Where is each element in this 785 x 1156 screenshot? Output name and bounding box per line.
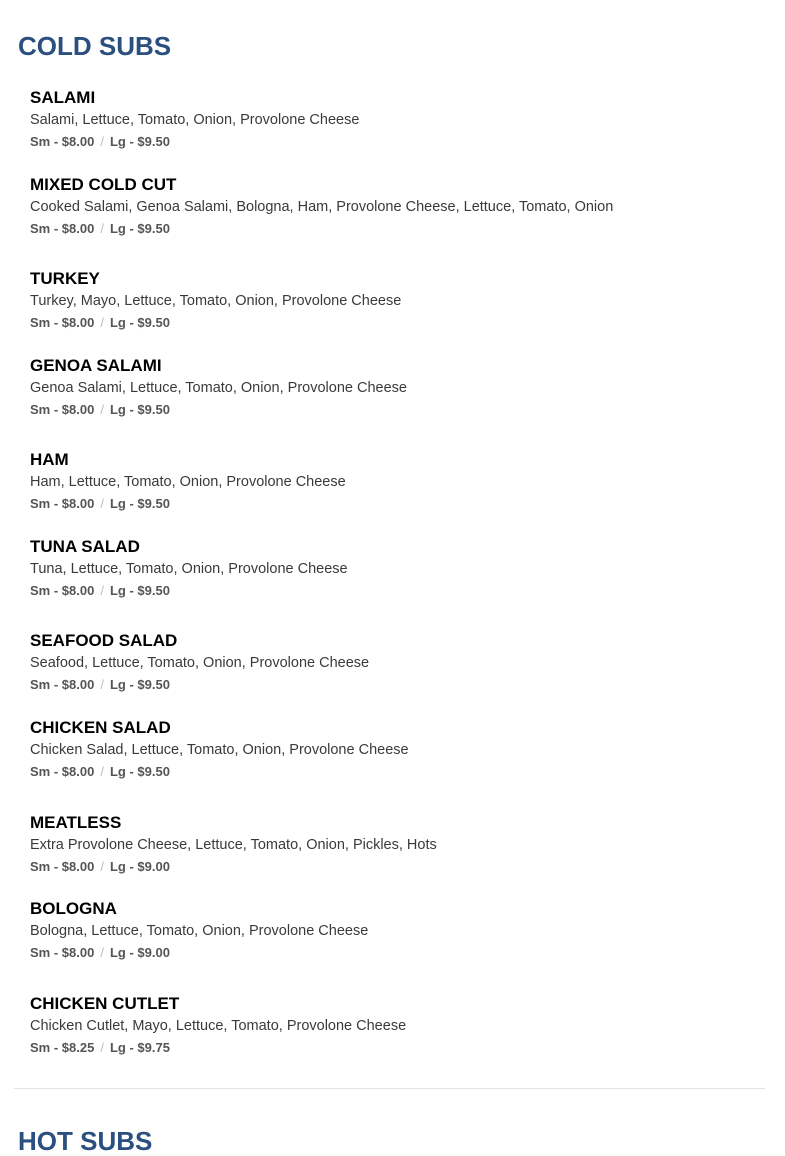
item-description: Seafood, Lettuce, Tomato, Onion, Provolone Cheese <box>30 655 370 671</box>
price-small: Sm - $8.00 <box>30 402 95 417</box>
price-small: Sm - $8.00 <box>30 315 95 330</box>
price-small: Sm - $8.00 <box>30 496 95 511</box>
menu-item-meatless[interactable] <box>30 813 750 875</box>
price-small: Sm - $8.25 <box>30 1040 95 1055</box>
price-large: Lg - $9.75 <box>109 1040 170 1055</box>
item-name: HAM <box>30 450 69 469</box>
price-small: Sm - $8.00 <box>30 945 95 960</box>
price-small: Sm - $8.00 <box>30 859 95 874</box>
item-description: Salami, Lettuce, Tomato, Onion, Provolone Cheese <box>30 112 360 128</box>
item-prices <box>30 402 750 418</box>
price-separator: / <box>100 1040 104 1055</box>
price-separator: / <box>100 859 104 874</box>
item-name: TURKEY <box>30 269 100 288</box>
price-small: Sm - $8.00 <box>30 583 95 598</box>
item-description: Ham, Lettuce, Tomato, Onion, Provolone Cheese <box>30 474 346 490</box>
item-prices <box>30 221 750 237</box>
price-small: Sm - $8.00 <box>30 677 95 692</box>
price-separator: / <box>100 134 104 149</box>
item-name: TUNA SALAD <box>30 537 140 556</box>
item-description: Chicken Salad, Lettuce, Tomato, Onion, Provolone Cheese <box>30 742 409 758</box>
price-separator: / <box>100 496 104 511</box>
item-description: Tuna, Lettuce, Tomato, Onion, Provolone Cheese <box>30 561 348 577</box>
price-separator: / <box>100 945 104 960</box>
item-description: Cooked Salami, Genoa Salami, Bologna, Ham, Provolone Cheese, Lettuce, Tomato, Onion <box>30 199 614 215</box>
item-prices <box>30 583 750 599</box>
item-prices <box>30 496 750 512</box>
item-prices <box>30 677 750 693</box>
menu-item-chicken-salad[interactable] <box>30 718 750 780</box>
item-prices <box>30 134 750 150</box>
item-description: Bologna, Lettuce, Tomato, Onion, Provolone Cheese <box>30 923 369 939</box>
item-prices <box>30 945 750 961</box>
item-description: Extra Provolone Cheese, Lettuce, Tomato, Onion, Pickles, Hots <box>30 837 437 853</box>
price-large: Lg - $9.50 <box>109 221 170 236</box>
price-large: Lg - $9.00 <box>109 859 170 874</box>
price-large: Lg - $9.50 <box>109 677 170 692</box>
price-separator: / <box>100 315 104 330</box>
menu-item-salami[interactable] <box>30 88 750 150</box>
item-name: MEATLESS <box>30 813 122 832</box>
price-separator: / <box>100 677 104 692</box>
menu-item-tuna-salad[interactable] <box>30 537 750 599</box>
price-large: Lg - $9.50 <box>109 402 170 417</box>
menu-item-ham[interactable] <box>30 450 750 512</box>
item-name: GENOA SALAMI <box>30 356 162 375</box>
price-separator: / <box>100 221 104 236</box>
price-large: Lg - $9.50 <box>109 134 170 149</box>
menu-item-chicken-cutlet[interactable] <box>30 994 750 1056</box>
item-name: CHICKEN SALAD <box>30 718 171 737</box>
section-title-hot-subs: HOT SUBS <box>18 1126 153 1156</box>
item-prices <box>30 315 750 331</box>
item-name: SALAMI <box>30 88 96 107</box>
item-prices <box>30 1040 750 1056</box>
item-description: Turkey, Mayo, Lettuce, Tomato, Onion, Provolone Cheese <box>30 293 402 309</box>
section-title-cold-subs: COLD SUBS <box>18 31 172 61</box>
menu-item-bologna[interactable] <box>30 899 750 961</box>
price-separator: / <box>100 583 104 598</box>
price-large: Lg - $9.50 <box>109 583 170 598</box>
price-small: Sm - $8.00 <box>30 221 95 236</box>
menu-item-genoa-salami[interactable] <box>30 356 750 418</box>
price-large: Lg - $9.50 <box>109 315 170 330</box>
price-large: Lg - $9.50 <box>109 496 170 511</box>
item-name: MIXED COLD CUT <box>30 175 177 194</box>
item-name: SEAFOOD SALAD <box>30 631 178 650</box>
price-large: Lg - $9.50 <box>109 764 170 779</box>
item-name: CHICKEN CUTLET <box>30 994 180 1013</box>
item-description: Genoa Salami, Lettuce, Tomato, Onion, Provolone Cheese <box>30 380 407 396</box>
price-large: Lg - $9.00 <box>109 945 170 960</box>
item-name: BOLOGNA <box>30 899 117 918</box>
price-separator: / <box>100 764 104 779</box>
item-description: Chicken Cutlet, Mayo, Lettuce, Tomato, Provolone Cheese <box>30 1018 407 1034</box>
price-small: Sm - $8.00 <box>30 134 95 149</box>
menu-item-turkey[interactable] <box>30 269 750 331</box>
price-separator: / <box>100 402 104 417</box>
menu-item-seafood-salad[interactable] <box>30 631 750 693</box>
section-divider <box>14 1088 765 1089</box>
item-prices <box>30 764 750 780</box>
menu-item-mixed-cold-cut[interactable] <box>30 175 750 237</box>
price-small: Sm - $8.00 <box>30 764 95 779</box>
item-prices <box>30 859 750 875</box>
